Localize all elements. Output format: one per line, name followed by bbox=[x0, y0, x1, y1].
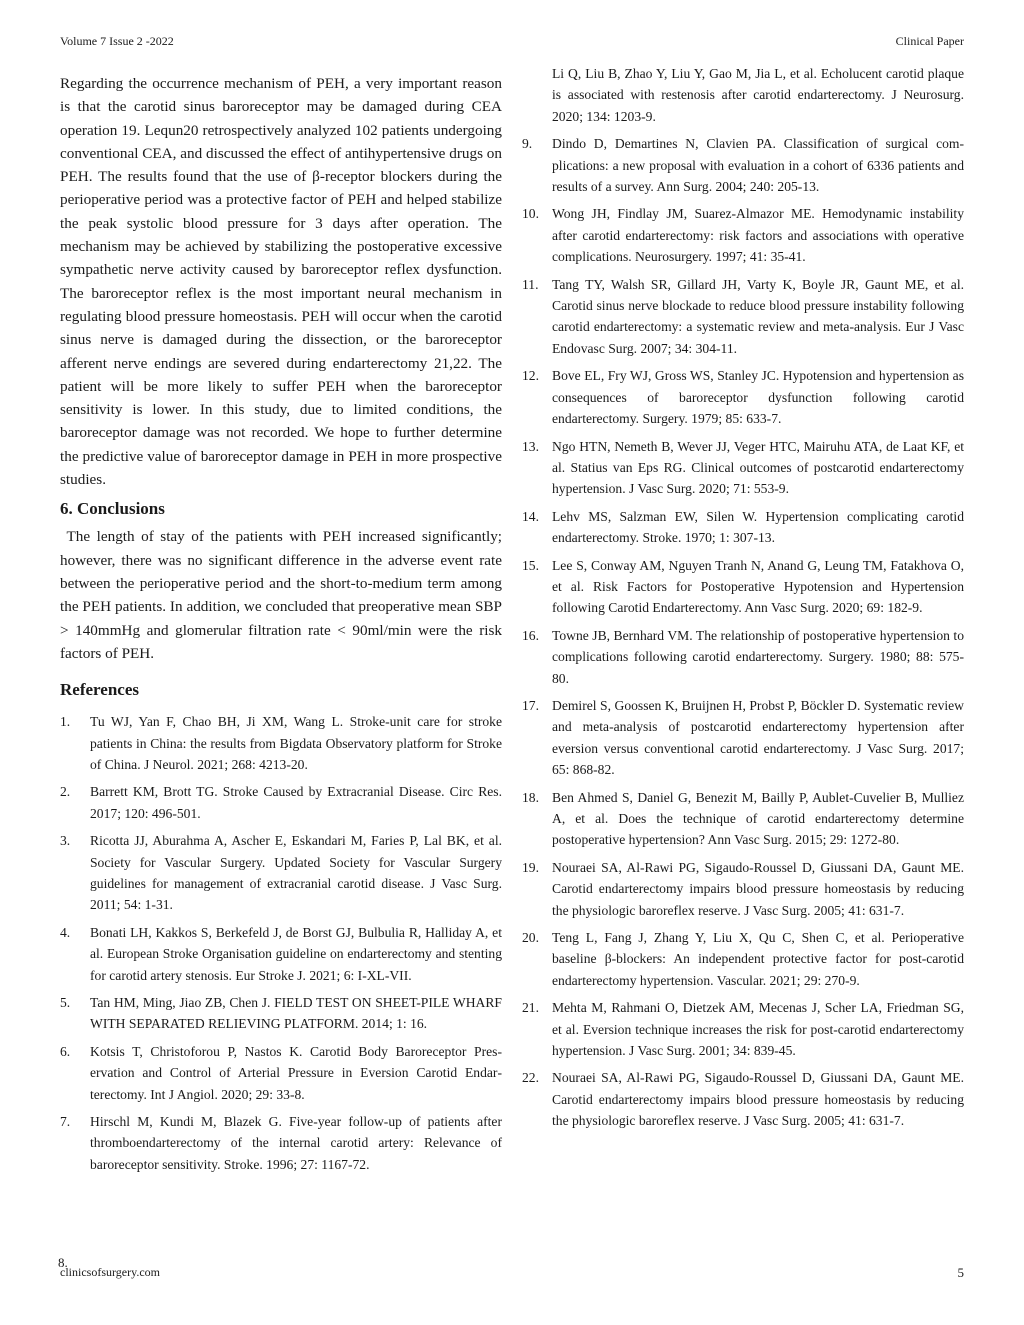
reference-item bbox=[522, 436, 964, 500]
reference-number: 3. bbox=[60, 833, 71, 849]
reference-number: 11. bbox=[522, 276, 539, 292]
reference-text: Lee S, Conway AM, Nguyen Tranh N, Anand G, Leung TM, Fatakhova O, et al. Risk Factors for Postoperative Hypotension and Hypertension following Carotid Endarterectomy. Ann Vasc Surg. 2020; 69: 182-9. bbox=[552, 557, 964, 616]
discussion-paragraph: Regarding the occurrence mechanism of PEH, a very important reason is that the carotid sinus baroreceptor may be damaged during CEA operation 19. Lequn20 retrospectively analyzed 102 patients undergoing conventional CEA, and discussed the effect of antihypertensive drugs on PEH. The results found that the use of β-receptor blockers during the perioperative period was a protective factor of PEH and helped stabilize the peak systolic blood pressure for 3 days after operation. The mechanism may be achieved by stabilizing the postoperative excessive sympathetic nerve activity caused by baroreceptor reflex dysfunction. The baroreceptor reflex is the most important neural mechanism in regulating blood pressure homeostasis. PEH will occur when the carotid sinus nerve is damaged during the dissection, or the baroreceptor afferent nerve endings are severed during endarterectomy 21,22. The patient will be more likely to suffer PEH when the baroreceptor sensitivity is lower. In this study, due to limited conditions, the baroreceptor damage was not recorded. We hope to further determine the predictive value of baroreceptor damage in PEH in more prospective studies. bbox=[60, 75, 502, 489]
reference-item bbox=[522, 506, 964, 549]
reference-number: 14. bbox=[522, 508, 539, 524]
reference-number: 16. bbox=[522, 627, 539, 643]
reference-item bbox=[522, 365, 964, 429]
reference-number: 2. bbox=[60, 784, 71, 800]
reference-text: Bove EL, Fry WJ, Gross WS, Stanley JC. Hypotension and hypertension as consequences of baroreceptor dysfunction following carotid endarterectomy. Surgery. 1979; 85: 633-7. bbox=[552, 368, 964, 427]
conclusions-paragraph: The length of stay of the patients with PEH increased significantly; however, there was no significant difference in the adverse event rate between the perioperative period and the short-to-medium term among the PEH patients. In addition, we concluded that preoperative mean SBP > 140mmHg and glomerular filtration rate < 90ml/min were the risk factors of PEH. bbox=[60, 528, 506, 662]
reference-item bbox=[522, 927, 964, 991]
right-column bbox=[522, 63, 964, 1138]
reference-text: Ben Ahmed S, Daniel G, Benezit M, Bailly P, Aublet-Cuvelier B, Mulliez A, et al. Does the technique of carotid endarterectomy determine postoperative hypertension? Ann Vasc Surg. 2015; 29: 1272-80. bbox=[552, 789, 964, 848]
reference-text: Dindo D, Demartines N, Clavien PA. Classification of surgical complications: a new proposal with evaluation in a cohort of 6336 patients and results of a survey. Ann Surg. 2004; 240: 205-13. bbox=[552, 136, 964, 195]
reference-text: Teng L, Fang J, Zhang Y, Liu X, Qu C, Shen C, et al. Perioperative baseline β-blockers: An independent protective factor for post-carotid endarterectomy hypertension. Vascular. 2021; 29: 270-9. bbox=[552, 930, 964, 988]
reference-number: 9. bbox=[522, 136, 533, 152]
reference-number: 21. bbox=[522, 1000, 539, 1016]
reference-number: 7. bbox=[60, 1114, 71, 1130]
reference-number: 15. bbox=[522, 557, 539, 573]
reference-text: Tu WJ, Yan F, Chao BH, Ji XM, Wang L. Stroke-unit care for stroke patients in China: the results from Bigdata Observatory platform for Stroke of China. J Neurol. 2021; 268: 4213-20. bbox=[90, 714, 502, 772]
conclusions-heading: 6. Conclusions bbox=[60, 499, 165, 519]
reference-text: Mehta M, Rahmani O, Dietzek AM, Mecenas J, Scher LA, Friedman SG, et al. Eversion technique increases the risk for post-carotid endarterectomy hypertension. J Vasc Surg. 2001; 34: 839-45. bbox=[552, 1000, 964, 1059]
reference-number: 20. bbox=[522, 930, 539, 946]
reference-8-number: 8. bbox=[58, 1255, 68, 1270]
reference-number: 19. bbox=[522, 859, 539, 875]
reference-text: Towne JB, Bernhard VM. The relationship of postoperative hypertension to complications following carotid endarterectomy. Surgery. 1980; 88: 575-80. bbox=[552, 627, 964, 686]
reference-text: Bonati LH, Kakkos S, Berkefeld J, de Borst GJ, Bulbulia R, Halliday A, et al. European Stroke Organisation guideline on endarterectomy and stenting for carotid artery stenosis. Eur Stroke J. 2021; 6: I-XL-VII. bbox=[90, 924, 502, 983]
reference-item bbox=[60, 1041, 502, 1105]
volume-issue-header: Volume 7 Issue 2 -2022 bbox=[60, 34, 174, 48]
reference-item bbox=[60, 830, 502, 916]
reference-item bbox=[522, 274, 964, 360]
page-number: 5 bbox=[957, 1265, 964, 1280]
section-header: Clinical Paper bbox=[895, 34, 964, 48]
reference-list-left bbox=[60, 711, 502, 1175]
reference-item bbox=[522, 997, 964, 1061]
reference-text: Wong JH, Findlay JM, Suarez-Almazor ME. Hemodynamic instability after carotid endarterectomy: risk factors and associations with operative complications. Neurosurgery. 1997; 41: 35-41. bbox=[552, 206, 964, 265]
reference-item bbox=[522, 787, 964, 851]
reference-item bbox=[522, 133, 964, 197]
reference-text: Ngo HTN, Nemeth B, Wever JJ, Veger HTC, Mairuhu ATA, de Laat KF, et al. Statius van Eps RG. Clinical outcomes of postcarotid endarterectomy hypertension. J Vasc Surg. 2020; 71: 553-9. bbox=[552, 438, 964, 497]
reference-item bbox=[60, 781, 502, 824]
reference-text: Tan HM, Ming, Jiao ZB, Chen J. FIELD TEST ON SHEET-PILE WHARF WITH SEPARATED RELIEVING PLATFORM. 2014; 1: 16. bbox=[90, 995, 502, 1032]
left-column bbox=[60, 72, 506, 1181]
reference-number: 5. bbox=[60, 995, 71, 1010]
reference-item bbox=[522, 555, 964, 619]
references-heading: References bbox=[60, 680, 139, 700]
reference-item bbox=[522, 203, 964, 267]
reference-text: Nouraei SA, Al-Rawi PG, Sigaudo-Roussel D, Giussani DA, Gaunt ME. Carotid endarterectomy impairs blood pressure homeostasis by reducing the physiologic baroreflex reserve. J Vasc Surg. 2005; 41: 631-7. bbox=[552, 1070, 964, 1129]
reference-number: 4. bbox=[60, 924, 71, 940]
reference-item bbox=[60, 711, 502, 775]
reference-number: 17. bbox=[522, 697, 539, 713]
reference-text: Ricotta JJ, Aburahma A, Ascher E, Eskandari M, Faries P, Lal BK, et al. Society for Vascular Surgery. Updated Society for Vascular Surgery guidelines for management of extracranial carotid disease. J Vasc Surg. 2011; 54: 1-31. bbox=[90, 833, 502, 913]
reference-text: Lehv MS, Salzman EW, Silen W. Hypertension complicating carotid endarterectomy. Stroke. 1970; 1: 307-13. bbox=[552, 508, 964, 546]
reference-text: Hirschl M, Kundi M, Blazek G. Five-year follow-up of patients after thromboendarterectomy of the internal carotid artery: Relevance of baroreceptor sensitivity. Stroke. 1996; 27: 1167-72. bbox=[90, 1114, 502, 1172]
reference-text: Nouraei SA, Al-Rawi PG, Sigaudo-Roussel D, Giussani DA, Gaunt ME. Carotid endarterectomy impairs blood pressure homeostasis by reducing the physiologic baroreflex reserve. J Vasc Surg. 2005; 41: 631-7. bbox=[552, 859, 964, 918]
reference-number: 1. bbox=[60, 714, 71, 730]
reference-text: Tang TY, Walsh SR, Gillard JH, Varty K, Boyle JR, Gaunt ME, et al. Carotid sinus nerve blockade to reduce blood pressure instability following carotid endarterectomy: a systematic review and meta-analysis. Eur J Vasc Endovasc Surg. 2007; 34: 304-11. bbox=[552, 276, 964, 356]
reference-list-right bbox=[522, 133, 964, 1131]
reference-item bbox=[522, 625, 964, 689]
reference-text: Barrett KM, Brott TG. Stroke Caused by Extracranial Disease. Circ Res. 2017; 120: 496-501. bbox=[90, 784, 502, 821]
reference-number: 22. bbox=[522, 1070, 539, 1086]
footer-site-link[interactable]: clinicsofsurgery.com bbox=[60, 1265, 160, 1279]
reference-item bbox=[60, 922, 502, 986]
reference-number: 6. bbox=[60, 1043, 71, 1059]
reference-number: 18. bbox=[522, 789, 539, 805]
reference-text: Demirel S, Goossen K, Bruijnen H, Probst P, Böckler D. Systematic review and meta-analysis of postcarotid endarterectomy hypertension after eversion versus conventional carotid endarterectomy. J Vasc Surg. 2017; 65: 868-82. bbox=[552, 697, 964, 778]
reference-text: Kotsis T, Christoforou P, Nastos K. Carotid Body Baroreceptor Preservation and Control of Arterial Pressure in Eversion Carotid Endarterectomy. Int J Angiol. 2020; 29: 33-8. bbox=[90, 1043, 502, 1102]
reference-item bbox=[522, 695, 964, 781]
reference-number: 12. bbox=[522, 368, 539, 384]
reference-number: 13. bbox=[522, 438, 539, 454]
reference-8-continuation: Li Q, Liu B, Zhao Y, Liu Y, Gao M, Jia L, et al. Echolucent carotid plaque is associated with restenosis after carotid endarterectomy. J Neurosurg. 2020; 134: 1203-9. bbox=[552, 66, 964, 124]
reference-item bbox=[60, 1111, 502, 1175]
reference-item bbox=[522, 857, 964, 921]
reference-item bbox=[60, 992, 502, 1035]
reference-number: 10. bbox=[522, 206, 539, 222]
reference-item bbox=[522, 1067, 964, 1131]
